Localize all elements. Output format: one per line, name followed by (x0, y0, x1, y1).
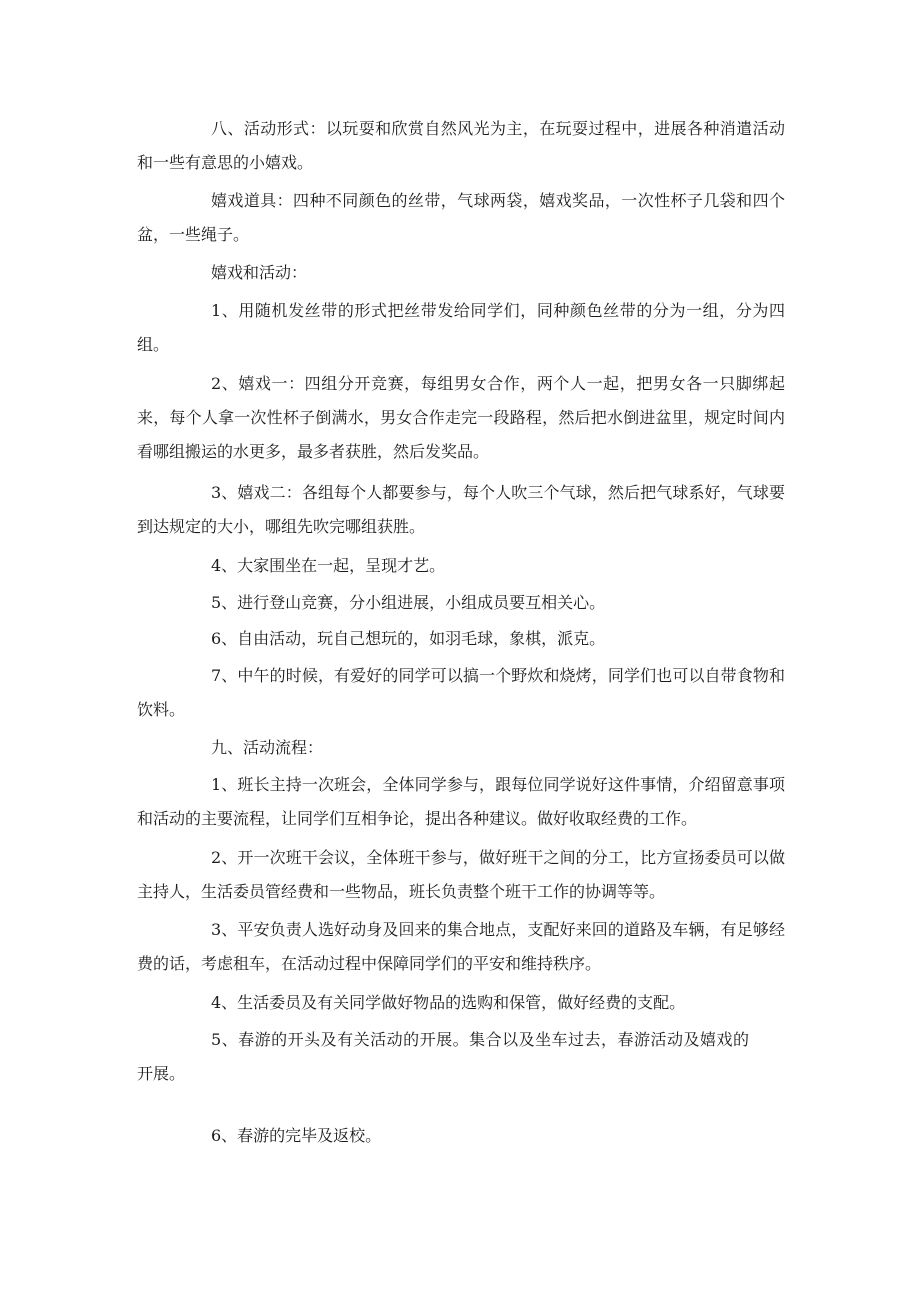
paragraph-game-props: 嬉戏道具：四种不同颜色的丝带，气球两袋，嬉戏奖品，一次性杯子几袋和四个盆，一些绳子。 (137, 191, 785, 244)
paragraph-game-item-4: 4、大家围坐在一起，呈现才艺。 (211, 556, 446, 575)
paragraph-process-item-2: 2、开一次班干会议，全体班干参与，做好班干之间的分工，比方宣扬委员可以做主持人，生活委员管经费和一些物品，班长负责整个班干工作的协调等等。 (137, 848, 785, 901)
paragraph-game-item-3: 3、嬉戏二：各组每个人都要参与，每个人吹三个气球，然后把气球系好，气球要到达规定的大小，哪组先吹完哪组获胜。 (137, 483, 785, 536)
paragraph-activity-form: 八、活动形式：以玩耍和欣赏自然风光为主，在玩耍过程中，进展各种消遣活动和一些有意思的小嬉戏。 (137, 119, 785, 172)
paragraph-process-item-3: 3、平安负责人选好动身及回来的集合地点，支配好来回的道路及车辆，有足够经费的话，考虑租车，在活动过程中保障同学们的平安和维持秩序。 (137, 920, 785, 973)
paragraph-game-item-1: 1、用随机发丝带的形式把丝带发给同学们，同种颜色丝带的分为一组，分为四组。 (137, 301, 785, 354)
paragraph-process-item-5: 5、春游的开头及有关活动的开展。集合以及坐车过去，春游活动及嬉戏的开展。 (137, 1030, 749, 1083)
paragraph-games-heading: 嬉戏和活动： (211, 263, 308, 282)
paragraph-game-item-2: 2、嬉戏一：四组分开竞赛，每组男女合作，两个人一起，把男女各一只脚绑起来，每个人拿一次性杯子倒满水，男女合作走完一段路程，然后把水倒进盆里，规定时间内看哪组搬运的水更多，最多者获胜，然后发奖品。 (137, 374, 785, 461)
paragraph-process-item-1: 1、班长主持一次班会，全体同学参与，跟每位同学说好这件事情，介绍留意事项和活动的主要流程，让同学们互相争论，提出各种建议。做好收取经费的工作。 (137, 775, 785, 828)
paragraph-game-item-7: 7、中午的时候，有爱好的同学可以搞一个野炊和烧烤，同学们也可以自带食物和饮料。 (137, 666, 785, 719)
paragraph-game-item-5: 5、进行登山竞赛，分小组进展，小组成员要互相关心。 (211, 593, 606, 612)
paragraph-process-heading: 九、活动流程： (211, 738, 324, 757)
paragraph-process-item-4: 4、生活委员及有关同学做好物品的选购和保管，做好经费的支配。 (211, 993, 686, 1012)
paragraph-game-item-6: 6、自由活动，玩自己想玩的，如羽毛球，象棋，派克。 (211, 629, 606, 648)
paragraph-process-item-6: 6、春游的完毕及返校。 (211, 1126, 382, 1145)
